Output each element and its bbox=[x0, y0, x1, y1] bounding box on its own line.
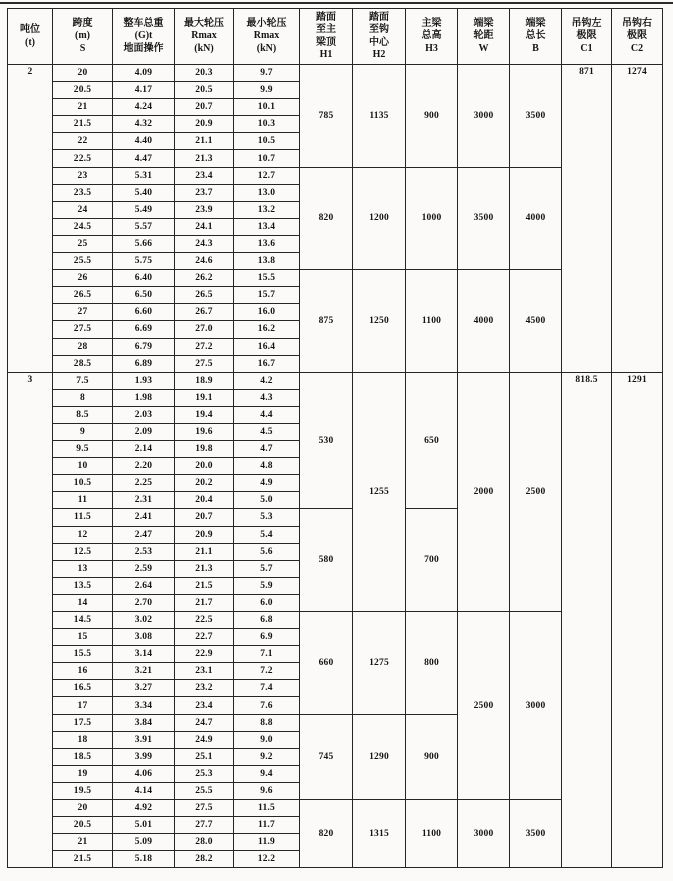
rmin-cell: 13.0 bbox=[234, 184, 300, 201]
rmin-cell: 4.3 bbox=[234, 389, 300, 406]
span-cell: 20 bbox=[53, 65, 113, 82]
spec-table bbox=[7, 8, 663, 868]
rmin-cell: 13.6 bbox=[234, 235, 300, 252]
spec-table-body bbox=[8, 65, 663, 868]
span-cell: 18.5 bbox=[53, 748, 113, 765]
header-line: C2 bbox=[630, 42, 644, 54]
weight-cell: 6.50 bbox=[113, 287, 175, 304]
header-line: 至主 bbox=[316, 24, 336, 36]
h3-cell: 900 bbox=[406, 714, 458, 799]
rmax-cell: 27.0 bbox=[175, 321, 234, 338]
header-cell-h1 bbox=[300, 9, 353, 65]
b-cell: 3000 bbox=[510, 612, 562, 800]
weight-cell: 4.17 bbox=[113, 82, 175, 99]
header-line: (t) bbox=[25, 36, 35, 48]
c2-cell: 1274 bbox=[612, 65, 663, 373]
header-line: S bbox=[79, 42, 86, 54]
table-row bbox=[8, 65, 663, 82]
rmax-cell: 21.3 bbox=[175, 560, 234, 577]
rmin-cell: 6.8 bbox=[234, 612, 300, 629]
span-cell: 28 bbox=[53, 338, 113, 355]
w-cell: 2500 bbox=[458, 612, 510, 800]
rmin-cell: 12.7 bbox=[234, 167, 300, 184]
header-cell-w bbox=[458, 9, 510, 65]
weight-cell: 3.08 bbox=[113, 629, 175, 646]
rmin-cell: 16.4 bbox=[234, 338, 300, 355]
header-cell-c1 bbox=[562, 9, 612, 65]
rmax-cell: 23.4 bbox=[175, 167, 234, 184]
h3-cell: 1100 bbox=[406, 800, 458, 868]
c1-cell: 871 bbox=[562, 65, 612, 373]
span-cell: 11 bbox=[53, 492, 113, 509]
c2-cell: 1291 bbox=[612, 372, 663, 868]
weight-cell: 5.18 bbox=[113, 851, 175, 868]
h3-cell: 650 bbox=[406, 372, 458, 509]
header-cell-rmax bbox=[175, 9, 234, 65]
weight-cell: 2.53 bbox=[113, 543, 175, 560]
rmax-cell: 20.9 bbox=[175, 526, 234, 543]
rmax-cell: 25.1 bbox=[175, 748, 234, 765]
rmax-cell: 19.4 bbox=[175, 406, 234, 423]
weight-cell: 2.64 bbox=[113, 577, 175, 594]
span-cell: 12.5 bbox=[53, 543, 113, 560]
header-row bbox=[8, 9, 663, 65]
weight-cell: 6.79 bbox=[113, 338, 175, 355]
weight-cell: 1.98 bbox=[113, 389, 175, 406]
span-cell: 28.5 bbox=[53, 355, 113, 372]
rmin-cell: 5.9 bbox=[234, 577, 300, 594]
weight-cell: 4.09 bbox=[113, 65, 175, 82]
header-line: H3 bbox=[425, 42, 438, 54]
span-cell: 8.5 bbox=[53, 406, 113, 423]
rmax-cell: 21.5 bbox=[175, 577, 234, 594]
span-cell: 13.5 bbox=[53, 577, 113, 594]
span-cell: 25 bbox=[53, 235, 113, 252]
weight-cell: 2.09 bbox=[113, 423, 175, 440]
span-cell: 7.5 bbox=[53, 372, 113, 389]
weight-cell: 4.92 bbox=[113, 800, 175, 817]
header-line: B bbox=[532, 42, 539, 54]
weight-cell: 5.01 bbox=[113, 817, 175, 834]
header-line: (kN) bbox=[256, 42, 277, 54]
weight-cell: 4.24 bbox=[113, 99, 175, 116]
header-line: H1 bbox=[319, 48, 333, 60]
rmin-cell: 8.8 bbox=[234, 714, 300, 731]
header-line: 总高 bbox=[421, 30, 442, 42]
rmin-cell: 9.0 bbox=[234, 731, 300, 748]
rmin-cell: 10.3 bbox=[234, 116, 300, 133]
rmin-cell: 6.0 bbox=[234, 594, 300, 611]
rmax-cell: 23.4 bbox=[175, 697, 234, 714]
tonnage-cell: 2 bbox=[8, 65, 53, 373]
rmax-cell: 26.2 bbox=[175, 270, 234, 287]
span-cell: 9 bbox=[53, 423, 113, 440]
header-line: 端梁 bbox=[525, 18, 546, 30]
rmin-cell: 4.5 bbox=[234, 423, 300, 440]
rmin-cell: 4.8 bbox=[234, 458, 300, 475]
span-cell: 21.5 bbox=[53, 116, 113, 133]
header-cell-h3 bbox=[406, 9, 458, 65]
span-cell: 24.5 bbox=[53, 218, 113, 235]
span-cell: 9.5 bbox=[53, 441, 113, 458]
rmin-cell: 11.5 bbox=[234, 800, 300, 817]
header-line: W bbox=[478, 42, 489, 54]
rmin-cell: 5.0 bbox=[234, 492, 300, 509]
span-cell: 20.5 bbox=[53, 82, 113, 99]
span-cell: 23.5 bbox=[53, 184, 113, 201]
top-rule-divider bbox=[0, 2, 673, 4]
weight-cell: 2.59 bbox=[113, 560, 175, 577]
header-cell-rmin bbox=[234, 9, 300, 65]
span-cell: 11.5 bbox=[53, 509, 113, 526]
rmin-cell: 10.5 bbox=[234, 133, 300, 150]
weight-cell: 3.99 bbox=[113, 748, 175, 765]
header-line: 梁顶 bbox=[316, 36, 336, 48]
span-cell: 17 bbox=[53, 697, 113, 714]
header-line: H2 bbox=[372, 48, 386, 60]
rmax-cell: 21.3 bbox=[175, 150, 234, 167]
weight-cell: 2.47 bbox=[113, 526, 175, 543]
rmin-cell: 4.9 bbox=[234, 475, 300, 492]
weight-cell: 4.06 bbox=[113, 765, 175, 782]
rmax-cell: 18.9 bbox=[175, 372, 234, 389]
weight-cell: 2.25 bbox=[113, 475, 175, 492]
header-line: (G)t bbox=[134, 30, 153, 42]
span-cell: 22.5 bbox=[53, 150, 113, 167]
header-line: 端梁 bbox=[473, 18, 494, 30]
w-cell: 2000 bbox=[458, 372, 510, 611]
rmax-cell: 25.3 bbox=[175, 765, 234, 782]
h1-cell: 820 bbox=[300, 800, 353, 868]
weight-cell: 3.21 bbox=[113, 663, 175, 680]
span-cell: 10.5 bbox=[53, 475, 113, 492]
rmin-cell: 7.2 bbox=[234, 663, 300, 680]
rmin-cell: 11.9 bbox=[234, 834, 300, 851]
w-cell: 3000 bbox=[458, 65, 510, 168]
weight-cell: 5.66 bbox=[113, 235, 175, 252]
span-cell: 20 bbox=[53, 800, 113, 817]
weight-cell: 4.47 bbox=[113, 150, 175, 167]
span-cell: 21 bbox=[53, 99, 113, 116]
rmax-cell: 20.7 bbox=[175, 99, 234, 116]
header-line: 吊钩左 bbox=[571, 18, 602, 30]
rmin-cell: 16.7 bbox=[234, 355, 300, 372]
rmax-cell: 19.8 bbox=[175, 441, 234, 458]
h2-cell: 1275 bbox=[353, 612, 406, 715]
weight-cell: 5.57 bbox=[113, 218, 175, 235]
header-line: (m) bbox=[75, 30, 90, 42]
h2-cell: 1200 bbox=[353, 167, 406, 270]
h2-cell: 1255 bbox=[353, 372, 406, 611]
rmin-cell: 7.6 bbox=[234, 697, 300, 714]
b-cell: 4500 bbox=[510, 270, 562, 373]
c1-cell: 818.5 bbox=[562, 372, 612, 868]
rmax-cell: 27.5 bbox=[175, 800, 234, 817]
span-cell: 13 bbox=[53, 560, 113, 577]
header-line: 吊钩右 bbox=[622, 18, 652, 30]
weight-cell: 5.49 bbox=[113, 201, 175, 218]
weight-cell: 4.40 bbox=[113, 133, 175, 150]
span-cell: 19.5 bbox=[53, 782, 113, 799]
weight-cell: 5.40 bbox=[113, 184, 175, 201]
span-cell: 27 bbox=[53, 304, 113, 321]
h2-cell: 1315 bbox=[353, 800, 406, 868]
header-line: 中心 bbox=[369, 36, 389, 48]
rmax-cell: 21.7 bbox=[175, 594, 234, 611]
rmax-cell: 21.1 bbox=[175, 133, 234, 150]
header-cell-span bbox=[53, 9, 113, 65]
rmax-cell: 24.1 bbox=[175, 218, 234, 235]
weight-cell: 3.14 bbox=[113, 646, 175, 663]
span-cell: 20.5 bbox=[53, 817, 113, 834]
table-row bbox=[8, 372, 663, 389]
rmax-cell: 23.7 bbox=[175, 184, 234, 201]
header-line: Rmax bbox=[191, 30, 217, 42]
rmax-cell: 24.7 bbox=[175, 714, 234, 731]
b-cell: 4000 bbox=[510, 167, 562, 270]
rmax-cell: 20.7 bbox=[175, 509, 234, 526]
rmin-cell: 4.2 bbox=[234, 372, 300, 389]
w-cell: 3000 bbox=[458, 800, 510, 868]
span-cell: 25.5 bbox=[53, 253, 113, 270]
h1-cell: 820 bbox=[300, 167, 353, 270]
span-cell: 14.5 bbox=[53, 612, 113, 629]
header-line: C1 bbox=[580, 42, 593, 54]
span-cell: 14 bbox=[53, 594, 113, 611]
weight-cell: 2.70 bbox=[113, 594, 175, 611]
span-cell: 16.5 bbox=[53, 680, 113, 697]
rmin-cell: 11.7 bbox=[234, 817, 300, 834]
h3-cell: 900 bbox=[406, 65, 458, 168]
span-cell: 24 bbox=[53, 201, 113, 218]
h3-cell: 1000 bbox=[406, 167, 458, 270]
span-cell: 8 bbox=[53, 389, 113, 406]
header-cell-h2 bbox=[353, 9, 406, 65]
h3-cell: 1100 bbox=[406, 270, 458, 373]
header-line: 最小轮压 bbox=[246, 18, 287, 30]
rmin-cell: 12.2 bbox=[234, 851, 300, 868]
rmin-cell: 5.6 bbox=[234, 543, 300, 560]
rmin-cell: 9.4 bbox=[234, 765, 300, 782]
spec-table-header bbox=[8, 9, 663, 65]
h3-cell: 700 bbox=[406, 509, 458, 612]
header-cell-b bbox=[510, 9, 562, 65]
weight-cell: 4.14 bbox=[113, 782, 175, 799]
h1-cell: 530 bbox=[300, 372, 353, 509]
span-cell: 19 bbox=[53, 765, 113, 782]
rmin-cell: 13.8 bbox=[234, 253, 300, 270]
span-cell: 17.5 bbox=[53, 714, 113, 731]
weight-cell: 3.27 bbox=[113, 680, 175, 697]
rmax-cell: 20.3 bbox=[175, 65, 234, 82]
h2-cell: 1135 bbox=[353, 65, 406, 168]
header-line: 踏面 bbox=[316, 12, 336, 24]
weight-cell: 1.93 bbox=[113, 372, 175, 389]
weight-cell: 5.75 bbox=[113, 253, 175, 270]
rmax-cell: 20.5 bbox=[175, 82, 234, 99]
weight-cell: 3.02 bbox=[113, 612, 175, 629]
rmax-cell: 27.2 bbox=[175, 338, 234, 355]
weight-cell: 6.40 bbox=[113, 270, 175, 287]
rmax-cell: 25.5 bbox=[175, 782, 234, 799]
h1-cell: 785 bbox=[300, 65, 353, 168]
rmin-cell: 9.2 bbox=[234, 748, 300, 765]
span-cell: 27.5 bbox=[53, 321, 113, 338]
rmin-cell: 16.0 bbox=[234, 304, 300, 321]
span-cell: 10 bbox=[53, 458, 113, 475]
h2-cell: 1250 bbox=[353, 270, 406, 373]
header-line: Rmax bbox=[253, 30, 280, 42]
rmax-cell: 21.1 bbox=[175, 543, 234, 560]
rmin-cell: 9.7 bbox=[234, 65, 300, 82]
weight-cell: 2.03 bbox=[113, 406, 175, 423]
span-cell: 16 bbox=[53, 663, 113, 680]
h1-cell: 745 bbox=[300, 714, 353, 799]
header-cell-weight bbox=[113, 9, 175, 65]
span-cell: 23 bbox=[53, 167, 113, 184]
rmin-cell: 4.7 bbox=[234, 441, 300, 458]
b-cell: 3500 bbox=[510, 65, 562, 168]
w-cell: 3500 bbox=[458, 167, 510, 270]
rmax-cell: 28.0 bbox=[175, 834, 234, 851]
rmax-cell: 20.9 bbox=[175, 116, 234, 133]
h2-cell: 1290 bbox=[353, 714, 406, 799]
header-line: 跨度 bbox=[72, 18, 93, 30]
weight-cell: 3.91 bbox=[113, 731, 175, 748]
header-line: 至钩 bbox=[369, 24, 389, 36]
header-line: 踏面 bbox=[369, 12, 389, 24]
rmax-cell: 19.1 bbox=[175, 389, 234, 406]
rmin-cell: 10.1 bbox=[234, 99, 300, 116]
header-line: 地面操作 bbox=[123, 42, 164, 54]
rmin-cell: 9.9 bbox=[234, 82, 300, 99]
weight-cell: 5.09 bbox=[113, 834, 175, 851]
header-cell-c2 bbox=[612, 9, 663, 65]
rmin-cell: 5.7 bbox=[234, 560, 300, 577]
rmax-cell: 20.2 bbox=[175, 475, 234, 492]
rmin-cell: 7.1 bbox=[234, 646, 300, 663]
span-cell: 12 bbox=[53, 526, 113, 543]
weight-cell: 6.60 bbox=[113, 304, 175, 321]
rmin-cell: 7.4 bbox=[234, 680, 300, 697]
weight-cell: 2.14 bbox=[113, 441, 175, 458]
header-line: 吨位 bbox=[20, 24, 40, 36]
h1-cell: 580 bbox=[300, 509, 353, 612]
rmin-cell: 6.9 bbox=[234, 629, 300, 646]
rmax-cell: 23.2 bbox=[175, 680, 234, 697]
rmax-cell: 24.6 bbox=[175, 253, 234, 270]
rmax-cell: 27.7 bbox=[175, 817, 234, 834]
weight-cell: 6.89 bbox=[113, 355, 175, 372]
h1-cell: 660 bbox=[300, 612, 353, 715]
rmax-cell: 20.4 bbox=[175, 492, 234, 509]
header-line: 整车总重 bbox=[123, 18, 164, 30]
b-cell: 3500 bbox=[510, 800, 562, 868]
header-line: 轮距 bbox=[473, 30, 494, 42]
rmax-cell: 28.2 bbox=[175, 851, 234, 868]
rmin-cell: 10.7 bbox=[234, 150, 300, 167]
span-cell: 26.5 bbox=[53, 287, 113, 304]
weight-cell: 2.20 bbox=[113, 458, 175, 475]
rmin-cell: 16.2 bbox=[234, 321, 300, 338]
weight-cell: 3.84 bbox=[113, 714, 175, 731]
span-cell: 22 bbox=[53, 133, 113, 150]
span-cell: 26 bbox=[53, 270, 113, 287]
weight-cell: 5.31 bbox=[113, 167, 175, 184]
span-cell: 18 bbox=[53, 731, 113, 748]
rmax-cell: 23.1 bbox=[175, 663, 234, 680]
span-cell: 21 bbox=[53, 834, 113, 851]
h3-cell: 800 bbox=[406, 612, 458, 715]
rmin-cell: 13.2 bbox=[234, 201, 300, 218]
rmin-cell: 13.4 bbox=[234, 218, 300, 235]
rmax-cell: 26.7 bbox=[175, 304, 234, 321]
header-line: 极限 bbox=[627, 30, 647, 42]
header-cell-tonnage bbox=[8, 9, 53, 65]
weight-cell: 6.69 bbox=[113, 321, 175, 338]
weight-cell: 4.32 bbox=[113, 116, 175, 133]
weight-cell: 2.41 bbox=[113, 509, 175, 526]
header-line: 主梁 bbox=[421, 18, 442, 30]
rmax-cell: 20.0 bbox=[175, 458, 234, 475]
rmin-cell: 15.5 bbox=[234, 270, 300, 287]
header-line: 最大轮压 bbox=[184, 18, 224, 30]
w-cell: 4000 bbox=[458, 270, 510, 373]
b-cell: 2500 bbox=[510, 372, 562, 611]
header-line: 总长 bbox=[525, 30, 546, 42]
span-cell: 15.5 bbox=[53, 646, 113, 663]
rmin-cell: 5.3 bbox=[234, 509, 300, 526]
rmax-cell: 24.9 bbox=[175, 731, 234, 748]
rmax-cell: 23.9 bbox=[175, 201, 234, 218]
rmax-cell: 22.5 bbox=[175, 612, 234, 629]
tonnage-cell: 3 bbox=[8, 372, 53, 868]
rmax-cell: 27.5 bbox=[175, 355, 234, 372]
rmin-cell: 15.7 bbox=[234, 287, 300, 304]
rmin-cell: 5.4 bbox=[234, 526, 300, 543]
weight-cell: 2.31 bbox=[113, 492, 175, 509]
rmax-cell: 22.9 bbox=[175, 646, 234, 663]
span-cell: 21.5 bbox=[53, 851, 113, 868]
h1-cell: 875 bbox=[300, 270, 353, 373]
rmin-cell: 4.4 bbox=[234, 406, 300, 423]
rmax-cell: 24.3 bbox=[175, 235, 234, 252]
rmax-cell: 19.6 bbox=[175, 423, 234, 440]
rmax-cell: 22.7 bbox=[175, 629, 234, 646]
header-line: (kN) bbox=[194, 42, 214, 54]
span-cell: 15 bbox=[53, 629, 113, 646]
weight-cell: 3.34 bbox=[113, 697, 175, 714]
rmax-cell: 26.5 bbox=[175, 287, 234, 304]
header-line: 极限 bbox=[576, 30, 597, 42]
rmin-cell: 9.6 bbox=[234, 782, 300, 799]
